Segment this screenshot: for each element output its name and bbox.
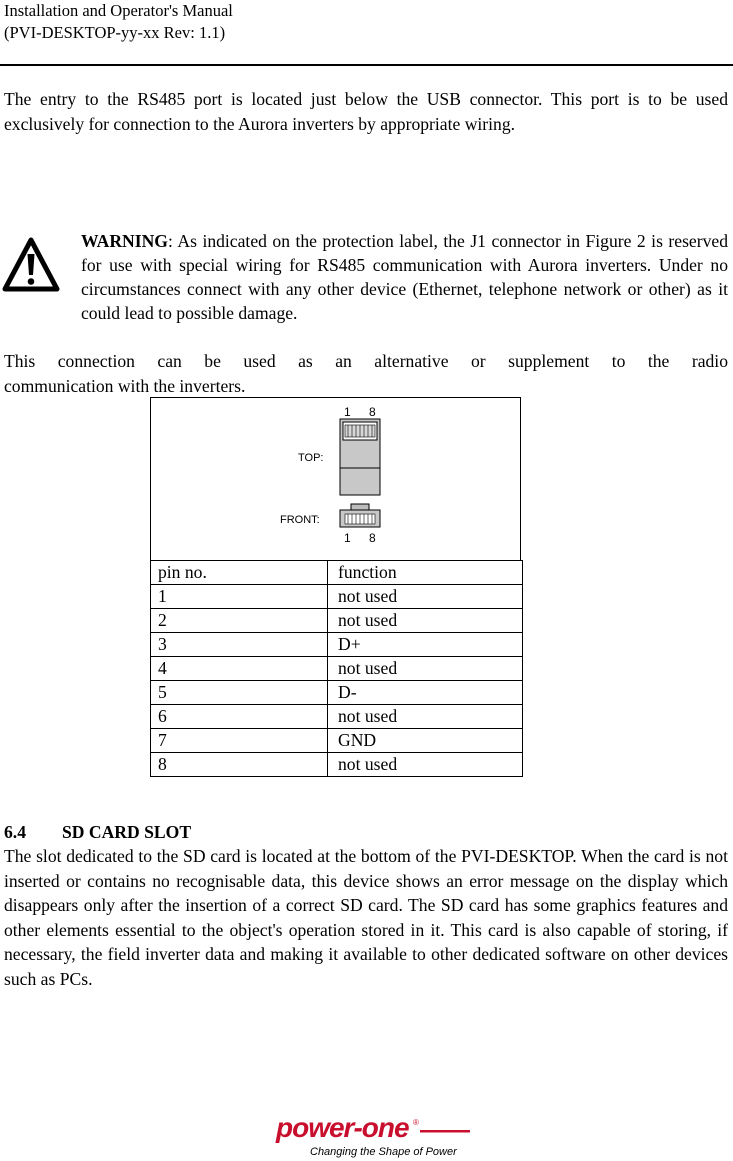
pin-function-table xyxy=(150,560,523,777)
pin-number-cell: 4 xyxy=(151,657,328,681)
front-pin-last-label: 8 xyxy=(369,531,376,545)
rj45-diagram xyxy=(151,398,520,560)
table-row xyxy=(151,633,523,657)
pin-function-cell: D- xyxy=(328,681,523,705)
section-title: SD CARD SLOT xyxy=(62,822,192,842)
pin-function-cell: not used xyxy=(328,585,523,609)
warning-label: WARNING xyxy=(81,231,168,251)
logo-registered-mark: ® xyxy=(413,1118,419,1127)
header-divider xyxy=(0,64,733,66)
table-row xyxy=(151,585,523,609)
connection-paragraph xyxy=(4,349,728,398)
table-row xyxy=(151,729,523,753)
connection-line-1: This connection can be used as an alternative or supplement to the radio xyxy=(4,351,728,371)
section-heading xyxy=(4,822,191,843)
connection-line-2: communication with the inverters. xyxy=(4,375,246,396)
logo-swoosh-line xyxy=(420,1130,470,1133)
pin-function-cell: not used xyxy=(328,609,523,633)
manual-revision: (PVI-DESKTOP-yy-xx Rev: 1.1) xyxy=(4,23,226,42)
pin-function-cell: not used xyxy=(328,657,523,681)
pin-number-cell: 6 xyxy=(151,705,328,729)
pin-number-cell: 5 xyxy=(151,681,328,705)
pin-number-cell: 2 xyxy=(151,609,328,633)
front-view-label: FRONT: xyxy=(280,514,320,526)
table-row xyxy=(151,705,523,729)
rj45-connector-figure xyxy=(150,397,521,560)
header-cell-pin: pin no. xyxy=(151,561,328,585)
warning-text: : As indicated on the protection label, the J1 connector in Figure 2 is reserved for use with special wiring for RS485 communication with Aurora inverters. Under no circumstances connect with any other device (Ethernet, telephone network or other) as it could lead to possible damage. xyxy=(81,231,728,323)
manual-title: Installation and Operator's Manual xyxy=(4,1,233,20)
table-row xyxy=(151,753,523,777)
page-header xyxy=(4,0,233,44)
connector-top-view xyxy=(340,419,380,495)
pin-function-cell: not used xyxy=(328,705,523,729)
power-one-logo xyxy=(272,1103,472,1161)
logo-brand-text: power-one xyxy=(276,1112,409,1143)
intro-paragraph: The entry to the RS485 port is located just below the USB connector. This port is to be used exclusively for connection to the Aurora inverters by appropriate wiring. xyxy=(4,89,728,134)
top-pin-first-label: 1 xyxy=(344,405,351,419)
warning-triangle-icon xyxy=(2,236,60,292)
logo-tagline: Changing the Shape of Power xyxy=(310,1146,457,1158)
pin-function-cell: D+ xyxy=(328,633,523,657)
connector-front-view xyxy=(340,504,380,527)
top-view-label: TOP: xyxy=(298,452,324,464)
pin-number-cell: 1 xyxy=(151,585,328,609)
warning-paragraph xyxy=(81,229,728,325)
pin-function-cell: not used xyxy=(328,753,523,777)
pin-number-cell: 8 xyxy=(151,753,328,777)
sd-card-paragraph: The slot dedicated to the SD card is located at the bottom of the PVI-DESKTOP. When the card is not inserted or contains no recognisable data, this device shows an error message on the display which disappears only after the insertion of a correct SD card. The SD card has some graphics features and other elements essential to the object's operation stored in it. This card is also capable of storing, if necessary, the field inverter data and making it available to other dedicated software on other devices such as PCs. xyxy=(4,846,728,989)
pin-number-cell: 7 xyxy=(151,729,328,753)
pin-number-cell: 3 xyxy=(151,633,328,657)
table-row xyxy=(151,657,523,681)
top-pin-last-label: 8 xyxy=(369,405,376,419)
front-pin-first-label: 1 xyxy=(344,531,351,545)
table-row xyxy=(151,681,523,705)
table-row xyxy=(151,609,523,633)
pin-function-cell: GND xyxy=(328,729,523,753)
table-header-row xyxy=(151,561,523,585)
section-number: 6.4 xyxy=(4,822,26,842)
header-cell-function: function xyxy=(328,561,523,585)
